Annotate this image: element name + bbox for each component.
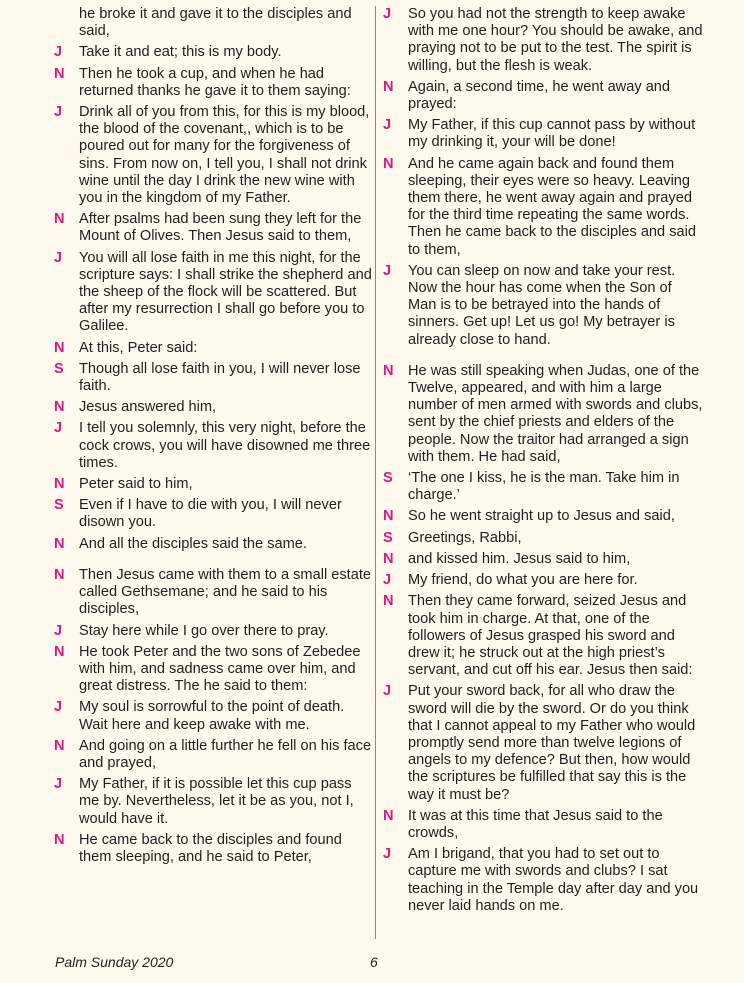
script-line xyxy=(54,699,372,733)
line-text: My friend, do what you are here for. xyxy=(408,572,638,589)
script-line xyxy=(383,156,703,259)
script-line xyxy=(54,738,372,772)
line-text: and kissed him. Jesus said to him, xyxy=(408,550,631,567)
script-line xyxy=(383,530,703,547)
line-text: After psalms had been sung they left for the Mount of Olives. Then Jesus said to them, xyxy=(79,211,362,245)
speaker-label: N xyxy=(54,831,65,848)
line-text: And going on a little further he fell on his face and prayed, xyxy=(79,737,372,771)
line-text: So he went straight up to Jesus and said, xyxy=(408,508,675,525)
line-text: he broke it and gave it to the disciples and said, xyxy=(79,6,352,40)
speaker-label: S xyxy=(383,529,393,546)
line-text: Again, a second time, he went away and prayed: xyxy=(408,78,671,113)
line-text: Even if I have to die with you, I will never disown you. xyxy=(79,497,342,531)
line-text: Am I brigand, that you had to set out to capture me with swords and clubs? I sat teaching in the Temple day after day and you never laid hands on me. xyxy=(408,846,699,914)
speaker-label: J xyxy=(383,117,392,134)
line-text: It was at this time that Jesus said to the crowds, xyxy=(408,807,663,841)
line-text: I tell you solemnly, this very night, before the cock crows, you will have disowned me three times. xyxy=(79,420,371,471)
script-line xyxy=(383,470,703,504)
speaker-label: N xyxy=(383,807,394,824)
speaker-label: J xyxy=(54,44,63,61)
line-text: My Father, if this cup cannot pass by without my drinking it, your will be done! xyxy=(408,117,696,151)
script-line xyxy=(383,683,703,803)
script-line xyxy=(383,551,703,568)
script-line xyxy=(54,250,372,336)
script-line xyxy=(54,44,372,61)
line-text: So you had not the strength to keep awake with me one hour? You should be awake, and praying not to be put to the test. The spirit is willing, but the flesh is weak. xyxy=(408,6,703,74)
speaker-label: N xyxy=(383,593,394,610)
speaker-label: N xyxy=(54,65,65,82)
speaker-label: N xyxy=(54,566,65,583)
line-text: You will all lose faith in me this night, for the scripture says: I shall strike the shepherd and the sheep of the flock will be scattered. But after my resurrection I shall go before you to Galilee. xyxy=(79,249,372,335)
script-line xyxy=(383,593,703,679)
speaker-label: J xyxy=(54,622,63,639)
line-text: Put your sword back, for all who draw the sword will die by the sword. Or do you think that I cannot appeal to my Father who would promptly send more than twelve legions of angels to my defence? But then, how would the scriptures be fulfilled that say this is the way it must be? xyxy=(408,683,696,803)
speaker-label: S xyxy=(383,470,393,487)
line-text: He came back to the disciples and found them sleeping, and he said to Peter, xyxy=(79,831,342,865)
line-text: Greetings, Rabbi, xyxy=(408,529,522,546)
line-text: Peter said to him, xyxy=(79,476,193,493)
script-line xyxy=(54,497,372,531)
line-text: Jesus answered him, xyxy=(79,399,217,416)
script-line xyxy=(54,211,372,245)
speaker-label: N xyxy=(54,643,65,660)
speaker-label: N xyxy=(54,211,65,228)
speaker-label: N xyxy=(54,339,65,356)
script-line xyxy=(383,363,703,466)
script-line xyxy=(54,399,372,416)
speaker-label: N xyxy=(383,508,394,525)
script-line xyxy=(383,846,703,915)
speaker-label: S xyxy=(54,360,64,377)
script-line xyxy=(54,644,372,696)
script-line xyxy=(54,832,372,866)
script-line xyxy=(383,263,703,349)
speaker-label: N xyxy=(54,399,65,416)
speaker-label: J xyxy=(54,249,63,266)
speaker-label: J xyxy=(54,699,63,716)
line-text: My soul is sorrowful to the point of death. Wait here and keep awake with me. xyxy=(79,699,345,733)
column-divider xyxy=(375,6,376,939)
script-line xyxy=(383,79,703,113)
speaker-label: N xyxy=(54,476,65,493)
line-text: He was still speaking when Judas, one of the Twelve, appeared, and with him a large number of men armed with swords and clubs, sent by the chief priests and elders of the people. Now the traitor had arranged a sign with them. He had said, xyxy=(408,362,703,465)
page-number: 6 xyxy=(370,954,378,970)
speaker-label: N xyxy=(383,362,394,379)
line-text: Then Jesus came with them to a small estate called Gethsemane; and he said to his disciples, xyxy=(79,566,372,618)
script-line xyxy=(54,340,372,357)
speaker-label: S xyxy=(54,497,64,514)
line-text: And all the disciples said the same. xyxy=(79,535,307,552)
left-column xyxy=(54,6,372,870)
speaker-label: J xyxy=(383,846,392,863)
line-text: Take it and eat; this is my body. xyxy=(79,44,282,61)
script-line xyxy=(54,104,372,207)
speaker-label: J xyxy=(383,262,392,279)
speaker-label: N xyxy=(54,535,65,552)
speaker-label: J xyxy=(383,683,392,700)
script-line xyxy=(383,508,703,525)
script-line xyxy=(54,66,372,100)
line-text: And he came again back and found them sleeping, their eyes were so heavy. Leaving them there, he went away again and prayed for the third time repeating the same words. Then he came back to the disciples and said to them, xyxy=(408,155,696,258)
speaker-label: N xyxy=(54,737,65,754)
line-text: He took Peter and the two sons of Zebedee with him, and sadness came over him, and great distress. The he said to them: xyxy=(79,643,361,695)
script-line xyxy=(383,6,703,75)
speaker-label: N xyxy=(383,78,394,95)
script-line xyxy=(54,476,372,493)
script-line xyxy=(54,361,372,395)
line-text: You can sleep on now and take your rest. Now the hour has come when the Son of Man is to be betrayed into the hands of sinners. Get up! Let us go! My betrayer is already close to hand. xyxy=(408,262,676,348)
line-text: My Father, if it is possible let this cup pass me by. Nevertheless, let it be as you, not I, would have it. xyxy=(79,776,354,827)
line-text: Drink all of you from this, for this is my blood, the blood of the covenant,, which is to be poured out for many for the forgiveness of sins. From now on, I tell you, I shall not drink wine until the day I drink the new wine with you in the kingdom of my Father. xyxy=(79,104,370,207)
script-line xyxy=(54,420,372,472)
script-line xyxy=(54,536,372,553)
line-text: At this, Peter said: xyxy=(79,339,198,356)
footer-title: Palm Sunday 2020 xyxy=(55,954,174,970)
line-text: Stay here while I go over there to pray. xyxy=(79,622,329,639)
script-line xyxy=(383,808,703,842)
speaker-label: J xyxy=(383,6,392,22)
line-text: ‘The one I kiss, he is the man. Take him in charge.’ xyxy=(408,470,680,504)
script-line xyxy=(54,6,372,40)
script-line xyxy=(54,776,372,828)
speaker-label: N xyxy=(383,550,394,567)
script-line xyxy=(383,117,703,151)
speaker-label: J xyxy=(54,776,63,793)
script-line xyxy=(383,572,703,589)
script-line xyxy=(54,623,372,640)
speaker-label: J xyxy=(54,104,63,121)
line-text: Then they came forward, seized Jesus and took him in charge. At that, one of the followers of Jesus grasped his sword and drew it; he struck out at the high priest’s servant, and cut off his ear. Jesus then said: xyxy=(408,593,693,679)
speaker-label: N xyxy=(383,155,394,172)
line-text: Though all lose faith in you, I will never lose faith. xyxy=(79,360,361,395)
speaker-label: J xyxy=(383,572,392,589)
script-line xyxy=(54,567,372,619)
line-text: Then he took a cup, and when he had returned thanks he gave it to them saying: xyxy=(79,65,351,99)
right-column xyxy=(383,6,703,919)
speaker-label: J xyxy=(54,420,63,437)
